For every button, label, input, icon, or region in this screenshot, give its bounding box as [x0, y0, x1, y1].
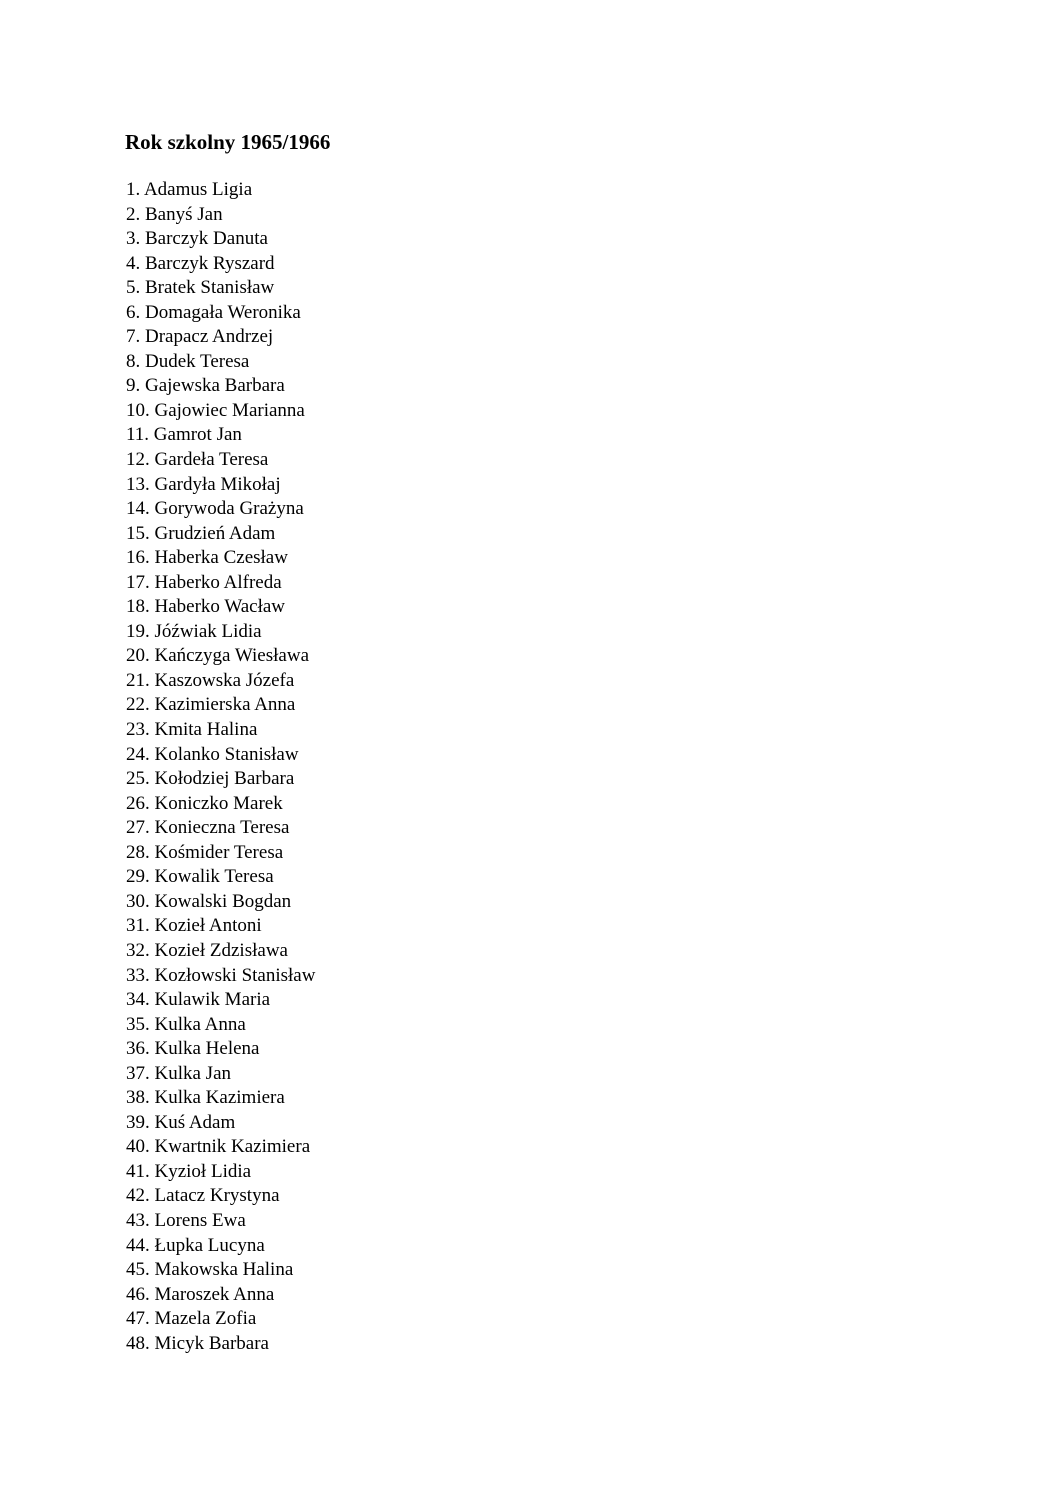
list-item: 31. Kozieł Antoni — [126, 915, 262, 937]
list-item: 40. Kwartnik Kazimiera — [126, 1136, 311, 1158]
list-item: 17. Haberko Alfreda — [126, 571, 282, 593]
list-item: 14. Gorywoda Grażyna — [126, 498, 304, 520]
list-item: 2. Banyś Jan — [126, 203, 223, 225]
list-item: 41. Kyzioł Lidia — [126, 1160, 252, 1182]
list-item: 47. Mazela Zofia — [126, 1308, 257, 1330]
list-item: 21. Kaszowska Józefa — [126, 669, 295, 691]
page-title: Rok szkolny 1965/1966 — [125, 130, 331, 154]
list-item: 24. Kolanko Stanisław — [126, 743, 299, 765]
list-item: 48. Micyk Barbara — [126, 1332, 269, 1354]
list-item: 26. Koniczko Marek — [126, 792, 283, 814]
list-item: 1. Adamus Ligia — [126, 179, 253, 200]
list-item: 20. Kańczyga Wiesława — [126, 645, 310, 667]
list-item: 12. Gardeła Teresa — [126, 449, 269, 471]
list-item: 38. Kulka Kazimiera — [126, 1087, 285, 1109]
list-item: 10. Gajowiec Marianna — [126, 399, 305, 421]
list-item: 44. Łupka Lucyna — [126, 1234, 265, 1256]
list-item: 35. Kulka Anna — [126, 1013, 246, 1035]
list-item: 36. Kulka Helena — [126, 1038, 260, 1060]
list-item: 3. Barczyk Danuta — [126, 228, 268, 250]
name-list — [126, 178, 315, 1356]
list-item: 30. Kowalski Bogdan — [126, 890, 292, 912]
list-item: 25. Kołodziej Barbara — [126, 768, 295, 790]
list-item: 11. Gamrot Jan — [126, 424, 242, 446]
list-item: 23. Kmita Halina — [126, 719, 258, 741]
list-item: 32. Kozieł Zdzisława — [126, 939, 288, 961]
list-item: 4. Barczyk Ryszard — [126, 252, 275, 274]
list-item: 42. Latacz Krystyna — [126, 1185, 280, 1207]
list-item: 5. Bratek Stanisław — [126, 277, 275, 299]
list-item: 28. Kośmider Teresa — [126, 841, 284, 863]
list-item: 13. Gardyła Mikołaj — [126, 473, 281, 495]
list-item: 6. Domagała Weronika — [126, 301, 301, 323]
list-item: 34. Kulawik Maria — [126, 989, 271, 1011]
list-item: 29. Kowalik Teresa — [126, 866, 274, 888]
list-item: 43. Lorens Ewa — [126, 1209, 246, 1231]
list-item: 37. Kulka Jan — [126, 1062, 232, 1084]
list-item: 45. Makowska Halina — [126, 1259, 294, 1281]
list-item: 27. Konieczna Teresa — [126, 817, 290, 839]
list-item: 33. Kozłowski Stanisław — [126, 964, 316, 986]
list-item: 7. Drapacz Andrzej — [126, 326, 274, 348]
list-item: 22. Kazimierska Anna — [126, 694, 296, 716]
list-item: 8. Dudek Teresa — [126, 350, 250, 372]
list-item: 18. Haberko Wacław — [126, 596, 286, 618]
list-item: 19. Jóźwiak Lidia — [126, 620, 262, 642]
list-item: 16. Haberka Czesław — [126, 547, 288, 569]
list-item: 46. Maroszek Anna — [126, 1283, 275, 1305]
list-item: 9. Gajewska Barbara — [126, 375, 285, 397]
list-item: 39. Kuś Adam — [126, 1111, 236, 1133]
list-item: 15. Grudzień Adam — [126, 522, 276, 544]
